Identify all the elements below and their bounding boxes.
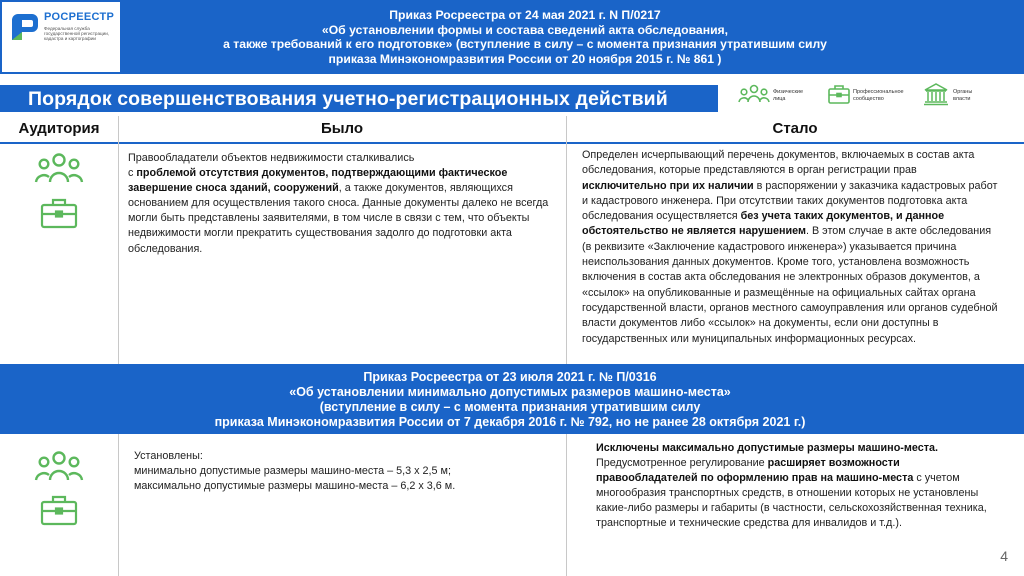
text-run: с: [128, 167, 137, 180]
text-run-bold: проблемой отсутствия документов, подтверждающими фактическое завершение сноса зданий, сооружений: [128, 167, 508, 195]
people-icon: [737, 84, 771, 104]
column-divider: [566, 434, 567, 576]
text-run: . В этом случае в акте обследования (в реквизите «Заключение кадастрового инженера») указывается причина неиспользования данных документов. Кроме того, установлена возможность включения в состав акта обследования не электронных образов документов, а «ссылок» на опубликованные и размещённые на официальных сайтах органа государственной власти, органов местного самоуправления или органов судебной власти документов либо «ссылок» на документы, если они доступны в государственных или муниципальных информационных ресурсах.: [582, 225, 998, 345]
section-title-bar: [0, 85, 718, 112]
legend-label: Профессиональное сообщество: [853, 89, 904, 102]
banner-title: [125, 370, 895, 430]
text-run: Определен исчерпывающий перечень документов, включаемых в состав акта обследования, которые представляются в орган регистрации прав: [582, 149, 975, 177]
page-number: 4: [1000, 548, 1008, 564]
header-bar: [0, 0, 1024, 74]
text-run-bold: расширяет возможности правообладателей по оформлению прав на машино-места: [596, 457, 914, 485]
row1-after-text: [582, 148, 1002, 347]
header-divider: [0, 142, 1024, 144]
header-title-line: приказа Минэкономразвития России от 20 ноября 2015 г. № 861 ): [328, 51, 722, 66]
logo-subtitle: Федеральная служба государственной регистрации, кадастра и картографии: [44, 26, 110, 42]
header-title-line: Приказ Росреестра от 24 мая 2021 г. N П/0217: [389, 8, 661, 22]
column-header-audience: Аудитория: [18, 120, 100, 137]
header-title: [125, 8, 925, 66]
column-divider: [118, 116, 119, 364]
row2-before-text: [134, 449, 554, 494]
banner-title-line: приказа Минэкономразвития России от 7 декабря 2016 г. № 792, но не ранее 28 октября 2021 г.): [214, 415, 806, 429]
people-icon: [34, 450, 84, 482]
text-run: Предусмотренное регулирование: [596, 457, 768, 470]
text-run-bold: Исключены максимально допустимые размеры машино-места.: [596, 442, 939, 454]
row1-before-text: [128, 151, 553, 257]
text-run: , а также документов, являющихся основанием для осуществления такого сноса. Данные документы далеко не всегда могли быть представлены заявителями, в том числе в связи с тем, что объекты недвижимости могли прекратить существования задолго до подготовки акта обследования.: [128, 182, 549, 255]
column-header-after: Стало: [772, 120, 818, 137]
column-header-before: Было: [320, 120, 364, 137]
header-title-line: а также требований к его подготовке» (вступление в силу – с момента признания утратившим силу: [223, 37, 827, 51]
briefcase-icon: [40, 494, 78, 526]
logo: [2, 2, 120, 72]
briefcase-icon: [40, 197, 78, 229]
column-divider: [566, 116, 567, 364]
text-line: максимально допустимые размеры машино-места – 6,2 х 3,6 м.: [134, 480, 456, 493]
text-line: Установлены:: [134, 450, 203, 462]
text-line: минимально допустимые размеры машино-места – 5,3 х 2,5 м;: [134, 465, 451, 478]
legend-label: Физические лица: [773, 89, 804, 102]
text-run: Правообладатели объектов недвижимости сталкивались: [128, 152, 415, 164]
section-banner: [0, 364, 1024, 434]
row2-after-text: [596, 441, 1001, 532]
briefcase-icon: [827, 83, 851, 105]
header-title-line: «Об установлении формы и состава сведений акта обследования,: [321, 22, 729, 37]
banner-title-line: (вступление в силу – с момента признания утратившим силу: [319, 400, 701, 414]
banner-title-line: Приказ Росреестра от 23 июля 2021 г. № П/0316: [363, 370, 657, 384]
rosreestr-logo-icon: [8, 10, 42, 44]
legend: [737, 81, 1007, 111]
section-title: Порядок совершенствования учетно-регистрационных действий: [28, 88, 668, 110]
government-building-icon: [923, 82, 949, 106]
logo-name: РОСРЕЕСТР: [44, 11, 115, 23]
banner-title-line: «Об установлении минимально допустимых размеров машино-места»: [289, 385, 731, 399]
text-run-bold: исключительно при их наличии: [582, 179, 754, 192]
text-run: с учетом многообразия транспортных средств, в отношении которых не установлены какие-либо размеры и габариты (в частности, сельскохозяйственная техника, транспортные и технические средства для инвалидов и т.д.).: [596, 472, 987, 530]
text-run: в распоряжении у заказчика кадастровых работ и кадастрового инженера. При отсутствии таких документов подготовка акта обследования осуществляется: [582, 179, 998, 223]
column-divider: [118, 434, 119, 576]
people-icon: [34, 152, 84, 184]
legend-label: Органы власти: [953, 89, 973, 102]
text-run-bold: без учета таких документов, и данное обстоятельство не является нарушением: [582, 210, 945, 238]
